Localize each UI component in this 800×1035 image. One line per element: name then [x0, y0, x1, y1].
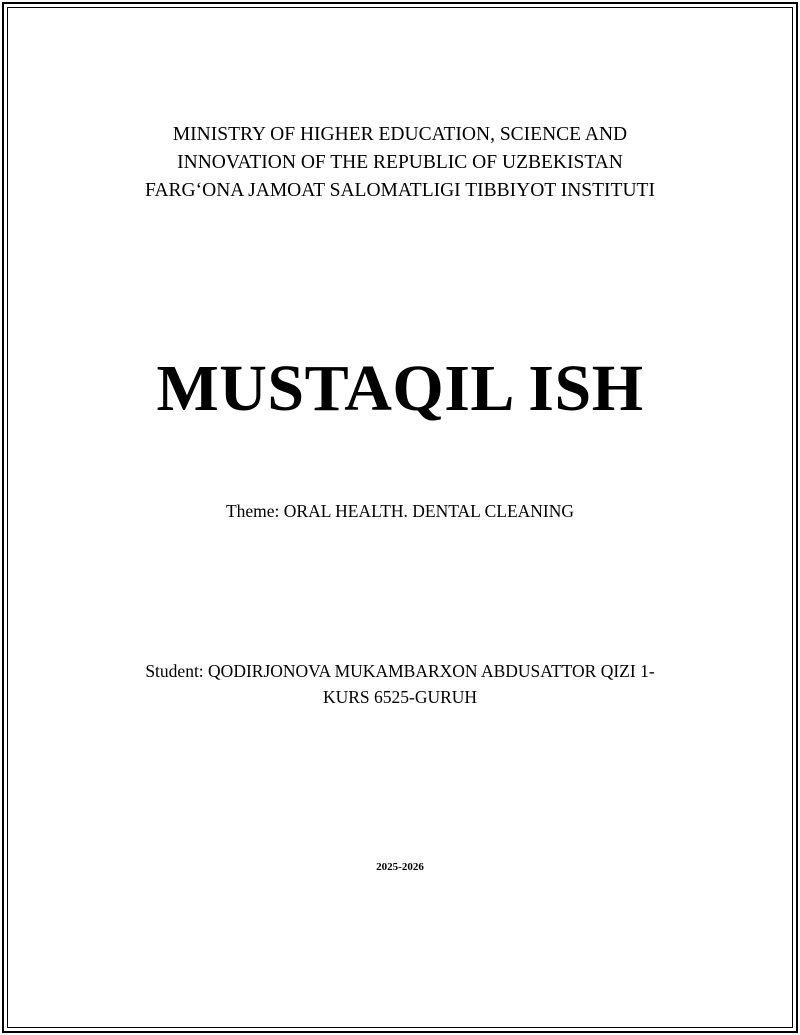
- header-line-ministry: MINISTRY OF HIGHER EDUCATION, SCIENCE AND: [172, 124, 628, 145]
- document-theme: Theme: ORAL HEALTH. DENTAL CLEANING: [225, 501, 575, 521]
- header-line-republic: INNOVATION OF THE REPUBLIC OF UZBEKISTAN: [177, 152, 623, 173]
- student-line-name: Student: QODIRJONOVA MUKAMBARXON ABDUSATTOR QIZI 1-: [145, 661, 655, 681]
- header-line-institute: FARG‘ONA JAMOAT SALOMATLIGI TIBBIYOT INSTITUTI: [145, 180, 655, 201]
- student-line-group: KURS 6525-GURUH: [322, 687, 478, 707]
- academic-year: 2025-2026: [376, 861, 424, 873]
- document-title: MUSTAQIL ISH: [156, 352, 644, 425]
- student-info: [0, 658, 800, 710]
- institution-header: [0, 121, 800, 205]
